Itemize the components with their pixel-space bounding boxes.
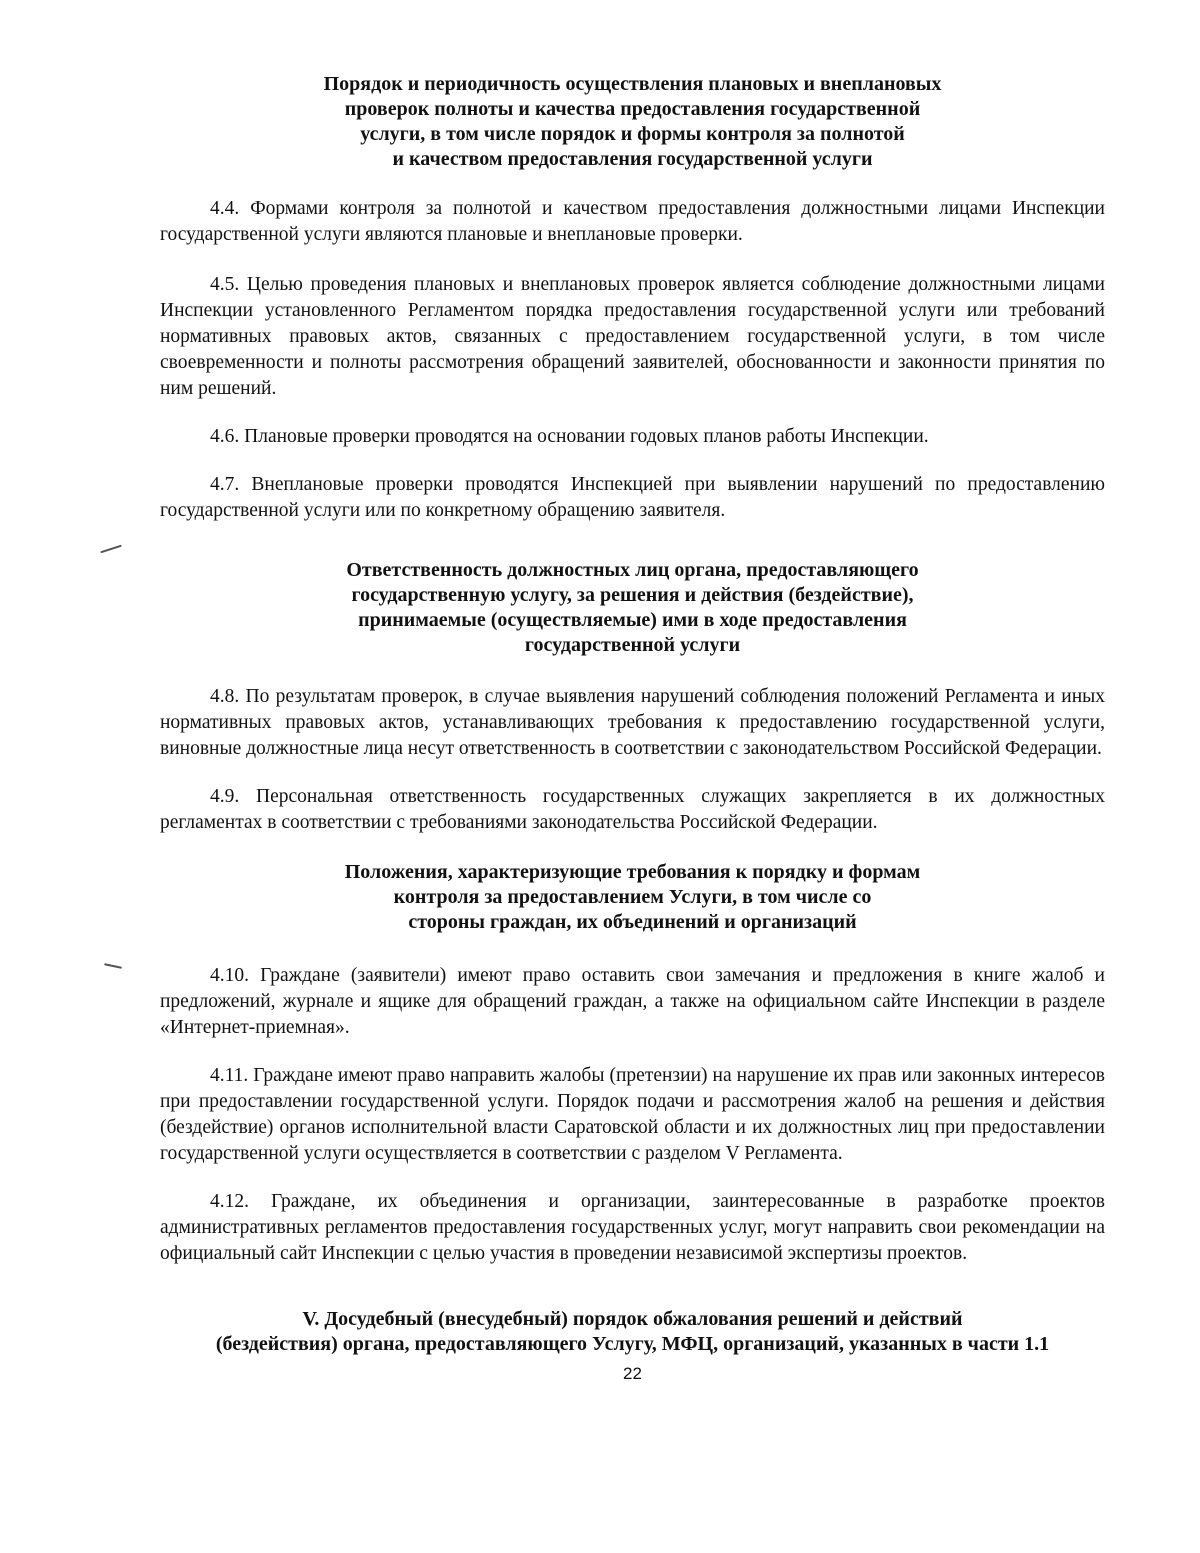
heading-line: проверок полноты и качества предоставления государственной: [344, 98, 921, 120]
provisions-heading: [160, 860, 1105, 935]
text-column: [160, 72, 1105, 1385]
paragraph-4-11: 4.11. Граждане имеют право направить жалобы (претензии) на нарушение их прав или законных интересов при предоставлении государственной услуги. Порядок подачи и рассмотрения жалоб на решения и действия (бездействие) органов исполнительной власти Саратовской области и их должностных лиц при предоставлении государственной услуги осуществляется в соответствии с разделом V Регламента.: [160, 1065, 1105, 1164]
margin-mark: [100, 545, 122, 554]
heading-line: контроля за предоставлением Услуги, в том числе со: [393, 886, 872, 908]
paragraph-4-5: 4.5. Целью проведения плановых и внеплановых проверок является соблюдение должностными лицами Инспекции установленного Регламентом порядка предоставления государственной услуги или требований нормативных правовых актов, связанных с предоставлением государственной услуги, в том числе своевременности и полноты рассмотрения обращений заявителей, обоснованности и законности принятия по ним решений.: [160, 274, 1105, 399]
heading-line: стороны граждан, их объединений и организаций: [408, 911, 857, 933]
heading-line: (бездействия) органа, предоставляющего Услугу, МФЦ, организаций, указанных в части 1.1: [215, 1333, 1050, 1355]
section-5-heading: [160, 1307, 1105, 1357]
heading-line: принимаемые (осуществляемые) ими в ходе предоставления: [358, 609, 907, 631]
heading-line: и качеством предоставления государственной услуги: [392, 148, 873, 170]
heading-line: V. Досудебный (внесудебный) порядок обжалования решений и действий: [302, 1308, 963, 1330]
paragraph-4-10: 4.10. Граждане (заявители) имеют право оставить свои замечания и предложения в книге жалоб и предложений, журнале и ящике для обращений граждан, а также на официальном сайте Инспекции в разделе «Интернет-приемная».: [160, 965, 1105, 1038]
heading-line: государственную услугу, за решения и действия (бездействие),: [351, 584, 914, 606]
paragraph-4-6: 4.6. Плановые проверки проводятся на основании годовых планов работы Инспекции.: [210, 426, 929, 447]
heading-line: услуги, в том числе порядок и формы контроля за полнотой: [360, 123, 905, 145]
paragraph-4-12: 4.12. Граждане, их объединения и организации, заинтересованные в разработке проектов административных регламентов предоставления государственных услуг, могут направить свои рекомендации на официальный сайт Инспекции с целью участия в проведении независимой экспертизы проектов.: [160, 1191, 1105, 1264]
heading-line: Ответственность должностных лиц органа, предоставляющего: [346, 559, 919, 581]
heading-line: Порядок и периодичность осуществления плановых и внеплановых: [323, 73, 942, 95]
paragraph-4-8: 4.8. По результатам проверок, в случае выявления нарушений соблюдения положений Регламента и иных нормативных правовых актов, устанавливающих требования к предоставлению государственной услуги, виновные должностные лица несут ответственность в соответствии с законодательством Российской Федерации.: [160, 686, 1105, 759]
paragraph-4-4: 4.4. Формами контроля за полнотой и качеством предоставления должностными лицами Инспекции государственной услуги являются плановые и внеплановые проверки.: [160, 198, 1105, 245]
paragraph-4-7: 4.7. Внеплановые проверки проводятся Инспекцией при выявлении нарушений по предоставлению государственной услуги или по конкретному обращению заявителя.: [160, 474, 1105, 521]
control-heading: [160, 72, 1105, 172]
margin-mark: [104, 963, 122, 969]
responsibility-heading: [160, 558, 1105, 658]
heading-line: государственной услуги: [524, 634, 741, 656]
paragraph-4-9: 4.9. Персональная ответственность государственных служащих закрепляется в их должностных регламентах в соответствии с требованиями законодательства Российской Федерации.: [160, 786, 1105, 833]
page-number: 22: [623, 1364, 642, 1383]
heading-line: Положения, характеризующие требования к порядку и формам: [344, 861, 921, 883]
